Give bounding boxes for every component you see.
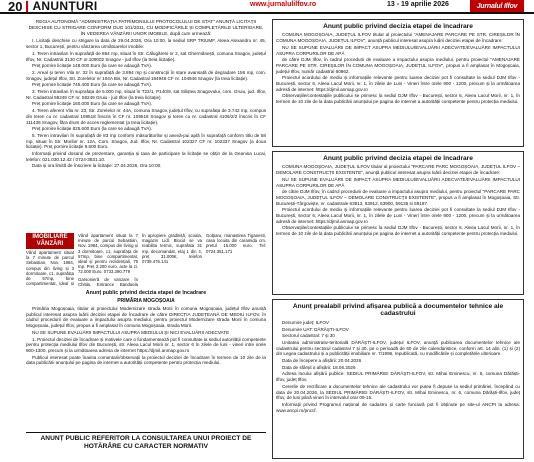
paragraph: Denumire județ: ILFOV: [282, 319, 329, 325]
paragraph: Unitatea administrativ-teritorială DĂRĂȘTI-ILFOV, județul ILFOV, anunță publicarea documentelor tehnice ale cadastrului pentru sectorul cadastral 7 și 30, pe o perioadă de 60 de zile calendaristice, conform art. 14 alin. (1) și (2) din Legea cadastrului și a publicității imobiliare nr. 7/1996, republicată, cu modificările și completările ulterioare.: [276, 339, 520, 357]
right-mid-notice: [272, 151, 524, 295]
notice-subtitle: PRIMĂRIA MOGOȘOAIA: [117, 298, 175, 304]
notice-body: [276, 320, 520, 414]
issue-date: 13 - 19 aprilie 2026: [387, 1, 449, 8]
classified-ad: Golparu, manastirea Tiganesti, casa locuita din caramida cm. pretul 15.000 euro. Tel: 0724.351.171: [206, 233, 266, 254]
paragraph: Cererile de rectificare a documentelor tehnice ale cadastrului vor putea fi depuse la sediul primăriei, începând cu data de 20.04.2026, la SEDIUL PRIMĂRIEI DĂRĂȘTI-ILFOV, str. Mihai Eminescu, nr. 6, comuna Dărăști-Ilfov, județ Ilfov, de luni până vineri în intervalul orar 09-15.: [276, 383, 520, 401]
paragraph: NU SE SUPUNE EVALUĂRII DE IMPACT ASUPRA MEDIULUI/EVALUĂRII ADECVATE/EVALUĂRII IMPACTULUI ASUPRA CORPURILOR DE APĂ: [276, 176, 520, 188]
paragraph: NU SE SUPUNE EVALUĂRII IMPACTULUI ASUPRA MEDIULUI ȘI NICI EVALUĂRII ADECVATE: [32, 329, 230, 335]
paragraph: I. Licitații deschise cu strigare la data de 29.04.2026, Ora 10:00, la sediul SRP TRIUMF, Aleea Alexandru nr. 45, sector 1, București, pentru vânzarea următoarelor imobile:: [26, 38, 266, 50]
notice-title: ANUNȚ PUBLIC REFERITOR LA CONSULTAREA UNUI PROIECT DE HOTĂRÂRE CU CARACTER NORMATIV: [40, 435, 252, 450]
paragraph: 1. Proiectul deciziei de încadrare și motivele care o fundamentează pot fi consultate la sediul autorității competente pentru protecția mediului Ilfov din București, str. Aleea Lacul Morii nr. 1, sector 6 în zilele de luni - vineri intre orele 900-1300, precum și la următoarea adresa de internet https://djmil.anmap.gov.ro: [26, 336, 266, 353]
website-link[interactable]: www.jurnalulilfov.ro: [250, 1, 317, 8]
paragraph: COMUNA MOGOȘOAIA, JUDEȚUL ILFOV titular al proiectului "PARCARE PARC MOGOȘOAIA, JUDEȚUL ILFOV – DEMOLARE CONSTRUCȚII EXISTENTE", anunță publicul interesat asupra luării deciziei etapei de încadrare:: [276, 164, 520, 176]
paragraph: Proiectul acordului de mediu și informațiile relevante pentru luarea deciziei pot fi consultate la sediul DJM Ilfov - București, sector 6, Aleea Lacul Morii, nr. 1, în zilele de Luni - Vineri între orele 900 - 1200, precum și la următoarea adresă de internet: https://djmil.anmap.gov.ro: [276, 75, 520, 92]
paragraph: Observațiile/contestațiile publicului se primesc la sediul DJM Ilfov - București, sector 6, Aleea Lacul Morii, nr. 1, în termen de 10 zile de la data publicării anunțului pe pagina de internet a autorității competente pentru protecția mediului.: [276, 93, 520, 105]
left-bottom-notice: [26, 435, 266, 462]
paragraph: de către DJM Ilfov, în cadrul procedurii de evaluare a impactului asupra mediului, pentru proiectul "PARCARE PARC MOGOȘOAIA, JUDEȚUL ILFOV – DEMOLARE CONSTRUCȚII EXISTENTE", propus a fi amplasat în Mogoșoaia, Str. București-Târgoviște, nr. cadastrale 63913, 63912, 63900, 59135 si 59187.: [276, 189, 520, 206]
notice-title: Anunț public privind decizia etapei de încadrare: [85, 290, 207, 296]
header-divider: [26, 1, 28, 12]
notice-title: Anunț prealabil privind afișarea publică a documentelor tehnice ale cadastrului: [292, 303, 504, 318]
notice-body: [26, 306, 266, 366]
paragraph: Denumire UAT: DĂRĂȘTI-ILFOV: [282, 326, 349, 332]
classified-ad: Vând apartament situat la 7 minute de parcul Sebastian, Nov. 1984, compus din living și 3 dormitoare, c1, suprafața de 57mp, bine compartimentat, ideal și pentru rezidențiali, 75 mp. Preț 3.200 euro, acte la zi, 72.000 Euro. 0733.390.779: [78, 233, 138, 275]
notice-title: Anunț public privind decizia etapei de încadrare: [323, 155, 473, 162]
paragraph: Data de sfârșit a afișării: 18.06.2026: [282, 364, 356, 370]
paragraph: COMUNA MOGOȘOAIA, JUDEȚUL ILFOV titular al proiectului "AMENAJARE PARCARE PE STR. CIREȘILOR ÎN COMUNA MOGOȘOAIA, JUDEȚUL ILFOV", anunță publicul interesat asupra luării deciziei etapei de încadrare:: [276, 32, 520, 44]
right-top-notice: [272, 19, 524, 147]
section-title: ANUNȚURI: [32, 0, 98, 13]
page-number: 20: [8, 0, 23, 14]
classified-ad: Garsonieră de vanzare în Chitila, Entrance Banduela: [78, 276, 138, 286]
newspaper-logo: Jurnalul Ilfov: [470, 0, 524, 12]
left-mid-notice: [26, 289, 266, 432]
classified-ad: În apropiere gradiniță, școala, magazin Lidl. Blocul se va reabilita termic, suprafata 31 mp, decomandat, etaj 1 din 4, preț 31.000€, telefon 0739.476.141: [142, 233, 202, 265]
paragraph: Adresa locului afișării publice: SEDIUL PRIMĂRIEI DĂRĂȘTI-ILFOV, str. Mihai Eminescu, nr. 6, comuna Dărăști-Ilfov, județ Ilfov.: [276, 371, 520, 383]
classified-heading: IMOBILIARE VÂNZĂRI: [26, 233, 74, 249]
right-bottom-notice: [272, 299, 524, 459]
paragraph: Publicul interesat poate înainta comentarii/observații la proiectul deciziei de încadrare în termen de 10 zile de la data publicării anunțului pe pagina de internet a autorității competente pentru protecția mediului.: [26, 354, 266, 366]
paragraph: 1. Teren intravilan în suprafață de 864 mp, situat în Str. Călugăreni nr 2, sat Ghermănești, comuna Snagov, județul Ilfov, Nr. Cadastral 3130 CF nr.109002 Snagov - jud Ilfov (la treia licitație).: [26, 50, 266, 62]
paragraph: Preț pornire licitație 160.000 Euro (la care se adaugă TVA).: [32, 101, 153, 107]
paragraph: Preț pornire licitație 148.000 Euro (la care se adaugă TVA).: [32, 63, 153, 69]
paragraph: Sectorul cadastral: 7 și 30: [282, 333, 335, 339]
paragraph: Informații privind dosarul de prezentare, garanția și taxa de participare la licitație se obțin de la Geanina Lucai, telefon: 021.030.12.42 / 0724-3831.10.: [26, 151, 266, 162]
notice-body: [276, 32, 520, 104]
classified-section: [26, 233, 266, 286]
paragraph: NU SE SUPUNE EVALUĂRII DE IMPACT ASUPRA MEDIULUI/EVALUĂRII ADECVATE/EVALUĂRII IMPACTULUI ASUPRA CORPURILOR DE APĂ: [276, 44, 520, 56]
paragraph: 2. Areal și teren Vila nr. 32 în suprafață de 3.894 mp și construcții în stare avansată de degradare 156 mp, com. Snagov, județul Ilfov, Str. Zorelelor nr 104A Bis, Nr. Cadastral 194946 CF nr. 104946 Snagov (la treia licitație).: [26, 69, 266, 81]
paragraph: Preț pornire licitație 745.400 Euro (la care se adaugă TVA).: [32, 82, 153, 88]
paragraph: Data de începere a afișării: 20.04.2026: [282, 358, 362, 364]
paragraph: Primăria Mogoșoaia, titular al proiectului Modernizare strada Morii în comuna Mogoșoaia, județul Ilfov anunță publicul interesat asupra luării deciziei etapei de încadrare de către DIRECȚIA JUDEȚEANĂ DE MEDIU ILFOV, în cadrul procedurii de evaluare a impactului asupra mediului, pentru proiectul Modernizare strada Morii în comuna Mogoșoaia, județul Ilfov, propus a fi amplasat în comuna Mogoșoaia, strada Morii.: [26, 306, 266, 329]
notice-title: Anunț public privind decizia etapei de încadrare: [323, 23, 473, 30]
notice-body: [26, 38, 266, 169]
notice-body: [276, 164, 520, 236]
paragraph: 3. Teren intravilan în suprafața de 5.000 mp, situat în T22/1, P140/9, sat Siliștea Snagovului, com. Gruiu, jud. Ilfov, Nr. Cadastral 58249 CF nr. 58249 Gruiu - jud Ilfov (la treia licitație).: [26, 89, 266, 100]
page-header: [0, 0, 534, 14]
divider: [26, 432, 266, 433]
paragraph: 5. Teren intravilan în suprafață de 83 mp conform măsurătorilor și anexă-pui aplă în suprafață conform titlu de 58 mp, situat în Str. Morilor nr. 12A, Com. Snagov, Jud. Ilfov, Nr. Cadastral 102327 CF nr. 102337 Snagov (a doua licitație). Preț pornire licitație 9.600 Euro.: [26, 132, 266, 150]
paragraph: de către DJM Ilfov, în cadrul procedurii de evaluare a impactului asupra mediului, pentru proiectul "AMENAJARE PARCARE PE STR. CIREȘILOR ÎN COMUNA MOGOȘOAIA, JUDEȚUL ILFOV", propus a fi amplasat în Mogoșoaia, județul Ilfov, număr cadastral 60962.: [276, 57, 520, 74]
paragraph: Data și ora limită de înscriere la licitație: 27.04.2026, Ora 10:00.: [32, 163, 162, 169]
paragraph: Proiectul acordului de mediu și informațiile relevante pentru luarea deciziei pot fi consultate la sediul DJM Ilfov - București, sector 6, Aleea Lacul Morii, nr. 1, în zilele de Luni - Vineri între orele 900 - 1200, precum și la următoarea adresă de internet: https://djmil.anmap.gov.ro: [276, 207, 520, 224]
paragraph: 4. Teren aferent Vila nr. 23, Str. Zorelelor nr. 44A, comuna Snagov, județul Ilfov, cu suprafața de 3.742 mp, compus din teren cu nr. cadastral 109518 înscris în CF nr. 109518 Snagov și teren cu nr. cadastral 4106/2/2 înscris în CF 111436 Snagov, făra drum de acces reglementat (a treia licitație).: [26, 108, 266, 125]
notice-title: REGIA AUTONOMĂ "ADMINISTRAȚIA PATRIMONIULUI PROTOCOLULUI DE STAT" ANUNȚĂ LICITAȚII DESCHISE CU STRIGARE CONFORM OUG 101/2011, CU MODIFICĂRILE ȘI COMPLETĂRILE ULTERIOARE, ÎN VEDEREA VÂNZĂRII UNOR IMOBILE, după cum urmează:: [28, 19, 264, 36]
paragraph: Informații privind Programul național de cadastru și carte funciară pot fi obținute pe site-ul ANCPI la adresa: www.ancpi.ro/pnccf.: [276, 401, 520, 413]
classified-ad: Vând apartament situat la 7 minute de parcul Sebastian, Nov. 1984, compus din living și 3 dormitoare, c1, suprafața de 57mp, bine compartimentat, ideal și: [26, 250, 74, 286]
paragraph: Observațiile/contestațiile publicului se primesc la sediul DJM Ilfov - București, sector 6, Aleea Lacul Morii, nr. 1, în termen de 10 zile de la data publicării anunțului pe pagina de internet a autorității competente pentru protecția mediului.: [276, 225, 520, 237]
left-top-notice: [26, 19, 266, 228]
paragraph: Preț pornire licitație 825.600 Euro (la care se adaugă TVA).: [32, 126, 153, 132]
